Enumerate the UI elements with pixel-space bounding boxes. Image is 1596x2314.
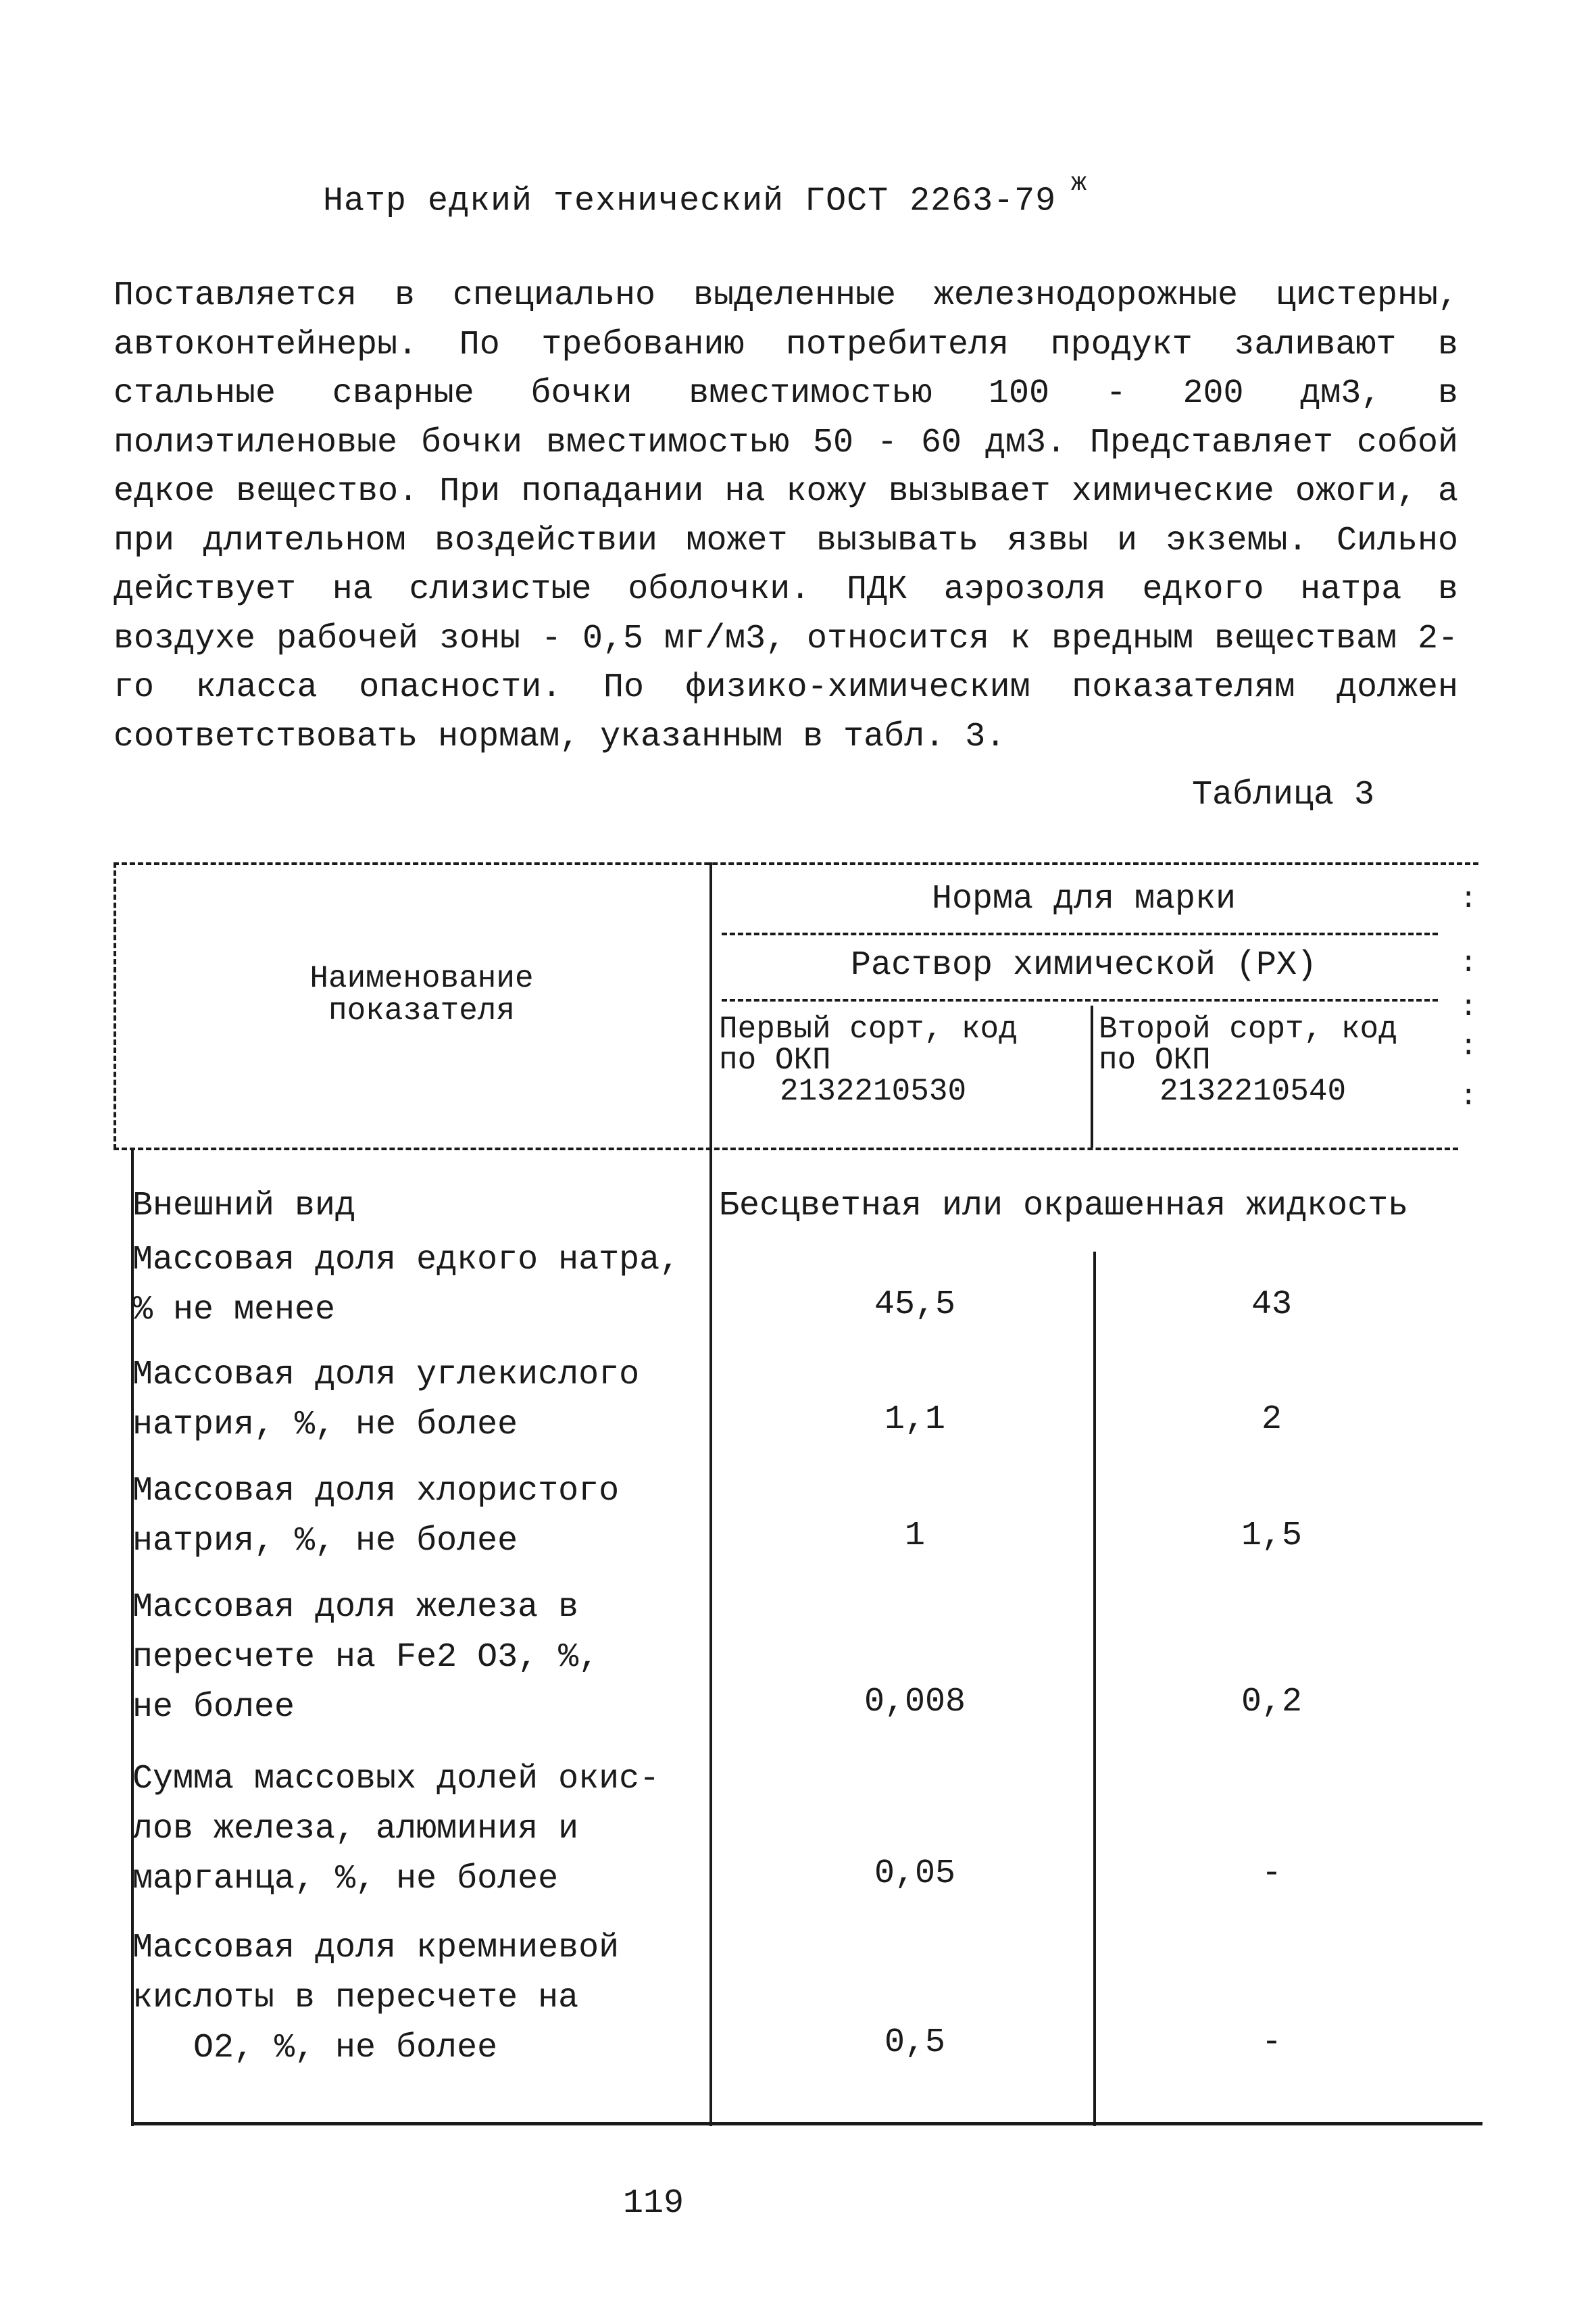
row-name-line: Сумма массовых долей окис- (132, 1760, 660, 1798)
row-value-first: 0,5 (884, 2023, 945, 2062)
header-name-line2: показателя (328, 993, 516, 1029)
grade-column-divider-body (1093, 1252, 1096, 2126)
row-name-line: O2, %, не более (193, 2029, 498, 2067)
row-name-line: кислоты в пересчете на (132, 1979, 579, 2017)
header-bottom-border (114, 1148, 1458, 1150)
body-paragraph: Поставляется в специально выделенные железнодорожные цистерны, автоконтейнеры. По требованию потребителя продукт заливают в стальные сварные бочки вместимостью 100 - 200 дм3, в полиэтиленовые бочки вместимостью 50 - 60 дм3. Представляет собой едкое вещество. При попадании на кожу вызывает химические ожоги, а при длительном воздействии может вызывать язвы и экземы. Сильно действует на слизистые оболочки. ПДК аэрозоля едкого натра в воздухе рабочей зоны - 0,5 мг/м3, относится к вредным веществам 2-го класса опасности. По физико-химическим показателям должен соответствовать нормам, указанным в табл. 3. (114, 276, 1458, 756)
row-name-line: марганца, %, не более (132, 1860, 559, 1898)
row-value-first: 1,1 (884, 1400, 945, 1439)
colon-dots-4: : (1460, 1030, 1478, 1064)
row-appearance-value: Бесцветная или окрашенная жидкость (719, 1187, 1409, 1225)
table-row-name (132, 1754, 659, 1904)
header-norm: Норма для марки (931, 880, 1237, 918)
row-value-second: 43 (1251, 1285, 1292, 1324)
row-value-first: 0,008 (864, 1683, 966, 1721)
row-name-line: лов железа, алюминия и (132, 1810, 579, 1848)
colon-dots-1: : (1460, 883, 1478, 916)
row-name-line: Массовая доля железа в (132, 1588, 579, 1627)
colon-dots-2: : (1460, 947, 1478, 981)
header-solution: Раствор химической (РХ) (850, 946, 1318, 985)
second-grade-code: 2132210540 (1159, 1074, 1347, 1109)
row-name-line: Массовая доля хлористого (132, 1472, 620, 1510)
row-value-first: 1 (904, 1517, 925, 1555)
row-name-line: Массовая доля едкого натра, (132, 1241, 680, 1279)
row-value-second: - (1261, 2023, 1282, 2062)
row-appearance-name: Внешний вид (132, 1187, 356, 1225)
first-grade-code: 2132210530 (780, 1074, 967, 1109)
table-top-border (114, 862, 1478, 865)
colon-dots-5: : (1460, 1080, 1478, 1114)
table-row-name (132, 1235, 680, 1335)
row-name-line: пересчете на Fe2 O3, %, (132, 1638, 599, 1677)
table-label: Таблица 3 (1192, 776, 1375, 814)
header-divider-1 (722, 933, 1438, 935)
row-value-first: 45,5 (874, 1285, 956, 1324)
table-row-name (132, 1467, 619, 1567)
header-first-grade (719, 1014, 1018, 1107)
row-value-second: 0,2 (1241, 1683, 1302, 1721)
second-grade-line2: по ОКП (1099, 1043, 1211, 1078)
page-number: 119 (623, 2184, 684, 2223)
first-grade-line1: Первый сорт, код (719, 1012, 1018, 1047)
header-divider-2 (722, 999, 1438, 1002)
grade-column-divider-header (1091, 1006, 1093, 1148)
title-mark: ж (1071, 169, 1087, 198)
row-value-first: 0,05 (874, 1854, 956, 1893)
row-value-second: 2 (1261, 1400, 1282, 1439)
table-row-name (132, 1923, 619, 2073)
row-name-line: натрия, %, не более (132, 1406, 518, 1444)
row-value-second: - (1261, 1854, 1282, 1893)
header-name-cell (134, 962, 709, 1027)
title-text: Натр едкий технический ГОСТ 2263-79 (323, 182, 1057, 221)
table-left-border-header (114, 862, 116, 1150)
table-column-divider (709, 862, 712, 2126)
specification-table (114, 862, 1482, 2126)
row-value-second: 1,5 (1241, 1517, 1302, 1555)
first-grade-line2: по ОКП (719, 1043, 831, 1078)
colon-dots-3: : (1460, 991, 1478, 1025)
row-name-line: Массовая доля углекислого (132, 1356, 640, 1394)
table-row-name (132, 1350, 639, 1450)
table-bottom-border (134, 2122, 1482, 2125)
row-name-line: Массовая доля кремниевой (132, 1929, 620, 1967)
document-title (323, 169, 1087, 221)
header-name-line1: Наименование (309, 961, 534, 996)
row-name-line: натрия, %, не более (132, 1522, 518, 1560)
row-name-line: % не менее (132, 1291, 336, 1329)
table-row-name (132, 1583, 599, 1733)
second-grade-line1: Второй сорт, код (1099, 1012, 1397, 1047)
header-second-grade (1099, 1014, 1397, 1107)
row-name-line: не более (132, 1688, 295, 1727)
